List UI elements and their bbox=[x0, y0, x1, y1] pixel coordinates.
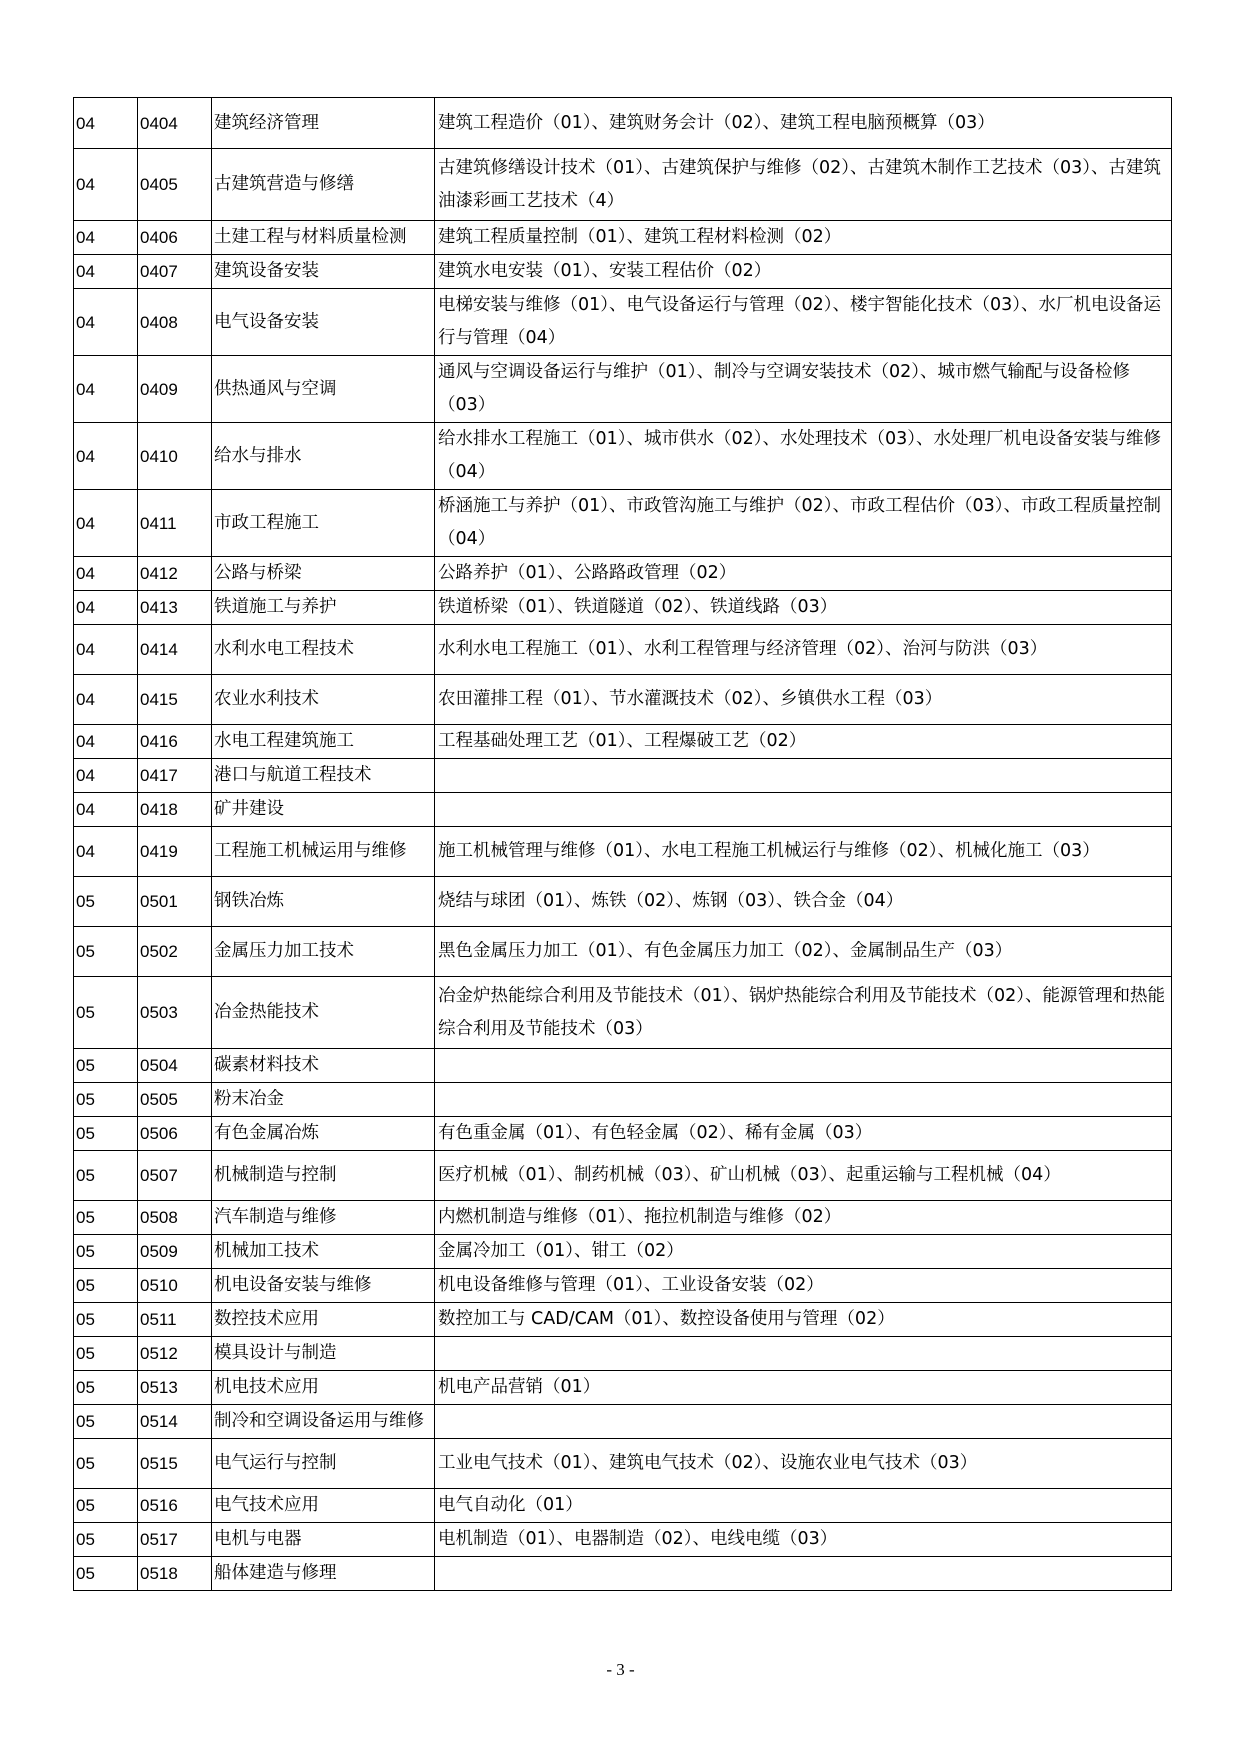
category-cell: 05 bbox=[74, 1371, 138, 1405]
name-cell: 机械制造与控制 bbox=[212, 1151, 435, 1201]
direction-cell bbox=[435, 759, 1172, 793]
name-cell: 市政工程施工 bbox=[212, 490, 435, 557]
direction-cell: 建筑水电安装（01）、安装工程估价（02） bbox=[435, 255, 1172, 289]
direction-cell: 机电设备维修与管理（01）、工业设备安装（02） bbox=[435, 1269, 1172, 1303]
table-row bbox=[74, 1083, 1172, 1117]
category-cell: 04 bbox=[74, 725, 138, 759]
code-cell: 0505 bbox=[138, 1083, 212, 1117]
table-row bbox=[74, 1117, 1172, 1151]
name-cell: 农业水利技术 bbox=[212, 675, 435, 725]
direction-cell: 医疗机械（01）、制药机械（03）、矿山机械（03）、起重运输与工程机械（04） bbox=[435, 1151, 1172, 1201]
category-cell: 05 bbox=[74, 1151, 138, 1201]
name-cell: 供热通风与空调 bbox=[212, 356, 435, 423]
table-row bbox=[74, 1523, 1172, 1557]
direction-cell bbox=[435, 1557, 1172, 1591]
name-cell: 土建工程与材料质量检测 bbox=[212, 221, 435, 255]
direction-cell: 铁道桥梁（01）、铁道隧道（02）、铁道线路（03） bbox=[435, 591, 1172, 625]
name-cell: 机电设备安装与维修 bbox=[212, 1269, 435, 1303]
table-row bbox=[74, 1489, 1172, 1523]
category-cell: 04 bbox=[74, 149, 138, 221]
direction-cell: 公路养护（01）、公路路政管理（02） bbox=[435, 557, 1172, 591]
direction-cell: 工程基础处理工艺（01）、工程爆破工艺（02） bbox=[435, 725, 1172, 759]
direction-cell bbox=[435, 1083, 1172, 1117]
direction-cell: 农田灌排工程（01）、节水灌溉技术（02）、乡镇供水工程（03） bbox=[435, 675, 1172, 725]
name-cell: 公路与桥梁 bbox=[212, 557, 435, 591]
category-cell: 05 bbox=[74, 1235, 138, 1269]
direction-cell: 通风与空调设备运行与维护（01）、制冷与空调安装技术（02）、城市燃气输配与设备检修（03） bbox=[435, 356, 1172, 423]
table-row bbox=[74, 255, 1172, 289]
code-cell: 0419 bbox=[138, 827, 212, 877]
table-row bbox=[74, 725, 1172, 759]
code-cell: 0414 bbox=[138, 625, 212, 675]
category-cell: 04 bbox=[74, 490, 138, 557]
table-row bbox=[74, 1201, 1172, 1235]
table-row bbox=[74, 1269, 1172, 1303]
code-cell: 0410 bbox=[138, 423, 212, 490]
code-cell: 0510 bbox=[138, 1269, 212, 1303]
code-cell: 0412 bbox=[138, 557, 212, 591]
code-cell: 0517 bbox=[138, 1523, 212, 1557]
code-cell: 0501 bbox=[138, 877, 212, 927]
name-cell: 碳素材料技术 bbox=[212, 1049, 435, 1083]
code-cell: 0411 bbox=[138, 490, 212, 557]
direction-cell: 黑色金属压力加工（01）、有色金属压力加工（02）、金属制品生产（03） bbox=[435, 927, 1172, 977]
direction-cell: 内燃机制造与维修（01）、拖拉机制造与维修（02） bbox=[435, 1201, 1172, 1235]
category-cell: 05 bbox=[74, 1303, 138, 1337]
table-row bbox=[74, 1371, 1172, 1405]
code-cell: 0415 bbox=[138, 675, 212, 725]
direction-cell: 桥涵施工与养护（01）、市政管沟施工与维护（02）、市政工程估价（03）、市政工程质量控制（04） bbox=[435, 490, 1172, 557]
code-cell: 0502 bbox=[138, 927, 212, 977]
name-cell: 电机与电器 bbox=[212, 1523, 435, 1557]
table-row bbox=[74, 490, 1172, 557]
direction-cell: 金属冷加工（01）、钳工（02） bbox=[435, 1235, 1172, 1269]
name-cell: 数控技术应用 bbox=[212, 1303, 435, 1337]
name-cell: 汽车制造与维修 bbox=[212, 1201, 435, 1235]
category-cell: 05 bbox=[74, 1049, 138, 1083]
category-cell: 04 bbox=[74, 289, 138, 356]
code-cell: 0404 bbox=[138, 98, 212, 149]
table-row bbox=[74, 1337, 1172, 1371]
code-cell: 0408 bbox=[138, 289, 212, 356]
code-cell: 0413 bbox=[138, 591, 212, 625]
category-cell: 05 bbox=[74, 1439, 138, 1489]
code-cell: 0512 bbox=[138, 1337, 212, 1371]
category-cell: 05 bbox=[74, 1489, 138, 1523]
direction-cell: 古建筑修缮设计技术（01）、古建筑保护与维修（02）、古建筑木制作工艺技术（03）、古建筑油漆彩画工艺技术（4） bbox=[435, 149, 1172, 221]
direction-cell bbox=[435, 793, 1172, 827]
name-cell: 给水与排水 bbox=[212, 423, 435, 490]
name-cell: 水电工程建筑施工 bbox=[212, 725, 435, 759]
direction-cell: 烧结与球团（01）、炼铁（02）、炼钢（03）、铁合金（04） bbox=[435, 877, 1172, 927]
table-row bbox=[74, 927, 1172, 977]
name-cell: 机械加工技术 bbox=[212, 1235, 435, 1269]
table-row bbox=[74, 289, 1172, 356]
direction-cell: 建筑工程造价（01）、建筑财务会计（02）、建筑工程电脑预概算（03） bbox=[435, 98, 1172, 149]
category-cell: 05 bbox=[74, 1117, 138, 1151]
specialty-table bbox=[73, 97, 1172, 1591]
code-cell: 0509 bbox=[138, 1235, 212, 1269]
category-cell: 05 bbox=[74, 877, 138, 927]
table-row bbox=[74, 759, 1172, 793]
code-cell: 0417 bbox=[138, 759, 212, 793]
category-cell: 04 bbox=[74, 591, 138, 625]
name-cell: 古建筑营造与修缮 bbox=[212, 149, 435, 221]
table-row bbox=[74, 557, 1172, 591]
direction-cell bbox=[435, 1405, 1172, 1439]
category-cell: 04 bbox=[74, 221, 138, 255]
direction-cell: 冶金炉热能综合利用及节能技术（01）、锅炉热能综合利用及节能技术（02）、能源管理和热能综合利用及节能技术（03） bbox=[435, 977, 1172, 1049]
direction-cell: 给水排水工程施工（01）、城市供水（02）、水处理技术（03）、水处理厂机电设备安装与维修（04） bbox=[435, 423, 1172, 490]
category-cell: 04 bbox=[74, 557, 138, 591]
table-row bbox=[74, 98, 1172, 149]
name-cell: 制冷和空调设备运用与维修 bbox=[212, 1405, 435, 1439]
page-number: - 3 - bbox=[606, 1660, 635, 1679]
code-cell: 0508 bbox=[138, 1201, 212, 1235]
direction-cell: 电气自动化（01） bbox=[435, 1489, 1172, 1523]
category-cell: 04 bbox=[74, 255, 138, 289]
direction-cell: 水利水电工程施工（01）、水利工程管理与经济管理（02）、治河与防洪（03） bbox=[435, 625, 1172, 675]
code-cell: 0506 bbox=[138, 1117, 212, 1151]
code-cell: 0518 bbox=[138, 1557, 212, 1591]
name-cell: 工程施工机械运用与维修 bbox=[212, 827, 435, 877]
table-row bbox=[74, 1405, 1172, 1439]
table-row bbox=[74, 356, 1172, 423]
direction-cell: 有色重金属（01）、有色轻金属（02）、稀有金属（03） bbox=[435, 1117, 1172, 1151]
code-cell: 0515 bbox=[138, 1439, 212, 1489]
category-cell: 05 bbox=[74, 1405, 138, 1439]
table-row bbox=[74, 1235, 1172, 1269]
name-cell: 水利水电工程技术 bbox=[212, 625, 435, 675]
category-cell: 04 bbox=[74, 423, 138, 490]
table-row bbox=[74, 1303, 1172, 1337]
category-cell: 04 bbox=[74, 793, 138, 827]
code-cell: 0504 bbox=[138, 1049, 212, 1083]
table-row bbox=[74, 675, 1172, 725]
category-cell: 04 bbox=[74, 675, 138, 725]
direction-cell: 施工机械管理与维修（01）、水电工程施工机械运行与维修（02）、机械化施工（03） bbox=[435, 827, 1172, 877]
name-cell: 冶金热能技术 bbox=[212, 977, 435, 1049]
code-cell: 0409 bbox=[138, 356, 212, 423]
table-row bbox=[74, 1557, 1172, 1591]
code-cell: 0503 bbox=[138, 977, 212, 1049]
table-row bbox=[74, 1151, 1172, 1201]
table-row bbox=[74, 793, 1172, 827]
category-cell: 05 bbox=[74, 1269, 138, 1303]
direction-cell bbox=[435, 1049, 1172, 1083]
category-cell: 05 bbox=[74, 1523, 138, 1557]
code-cell: 0507 bbox=[138, 1151, 212, 1201]
name-cell: 电气技术应用 bbox=[212, 1489, 435, 1523]
code-cell: 0407 bbox=[138, 255, 212, 289]
table-row bbox=[74, 221, 1172, 255]
table-row bbox=[74, 827, 1172, 877]
category-cell: 05 bbox=[74, 1201, 138, 1235]
table-row bbox=[74, 625, 1172, 675]
code-cell: 0406 bbox=[138, 221, 212, 255]
name-cell: 钢铁冶炼 bbox=[212, 877, 435, 927]
table-row bbox=[74, 977, 1172, 1049]
category-cell: 05 bbox=[74, 977, 138, 1049]
table-row bbox=[74, 423, 1172, 490]
name-cell: 有色金属冶炼 bbox=[212, 1117, 435, 1151]
direction-cell: 电梯安装与维修（01）、电气设备运行与管理（02）、楼宇智能化技术（03）、水厂机电设备运行与管理（04） bbox=[435, 289, 1172, 356]
category-cell: 04 bbox=[74, 98, 138, 149]
category-cell: 05 bbox=[74, 927, 138, 977]
direction-cell bbox=[435, 1337, 1172, 1371]
name-cell: 电气设备安装 bbox=[212, 289, 435, 356]
name-cell: 矿井建设 bbox=[212, 793, 435, 827]
direction-cell: 建筑工程质量控制（01）、建筑工程材料检测（02） bbox=[435, 221, 1172, 255]
table-row bbox=[74, 877, 1172, 927]
category-cell: 05 bbox=[74, 1083, 138, 1117]
code-cell: 0514 bbox=[138, 1405, 212, 1439]
direction-cell: 机电产品营销（01） bbox=[435, 1371, 1172, 1405]
name-cell: 电气运行与控制 bbox=[212, 1439, 435, 1489]
category-cell: 04 bbox=[74, 759, 138, 793]
name-cell: 机电技术应用 bbox=[212, 1371, 435, 1405]
table-row bbox=[74, 1049, 1172, 1083]
code-cell: 0418 bbox=[138, 793, 212, 827]
name-cell: 模具设计与制造 bbox=[212, 1337, 435, 1371]
name-cell: 港口与航道工程技术 bbox=[212, 759, 435, 793]
name-cell: 金属压力加工技术 bbox=[212, 927, 435, 977]
name-cell: 粉末冶金 bbox=[212, 1083, 435, 1117]
code-cell: 0405 bbox=[138, 149, 212, 221]
code-cell: 0513 bbox=[138, 1371, 212, 1405]
category-cell: 05 bbox=[74, 1337, 138, 1371]
table-row bbox=[74, 149, 1172, 221]
direction-cell: 工业电气技术（01）、建筑电气技术（02）、设施农业电气技术（03） bbox=[435, 1439, 1172, 1489]
code-cell: 0511 bbox=[138, 1303, 212, 1337]
table-row bbox=[74, 1439, 1172, 1489]
category-cell: 04 bbox=[74, 625, 138, 675]
name-cell: 船体建造与修理 bbox=[212, 1557, 435, 1591]
code-cell: 0416 bbox=[138, 725, 212, 759]
direction-cell: 电机制造（01）、电器制造（02）、电线电缆（03） bbox=[435, 1523, 1172, 1557]
name-cell: 建筑经济管理 bbox=[212, 98, 435, 149]
table-body bbox=[74, 98, 1172, 1591]
category-cell: 05 bbox=[74, 1557, 138, 1591]
table-row bbox=[74, 591, 1172, 625]
category-cell: 04 bbox=[74, 827, 138, 877]
direction-cell: 数控加工与 CAD/CAM（01）、数控设备使用与管理（02） bbox=[435, 1303, 1172, 1337]
category-cell: 04 bbox=[74, 356, 138, 423]
name-cell: 铁道施工与养护 bbox=[212, 591, 435, 625]
code-cell: 0516 bbox=[138, 1489, 212, 1523]
name-cell: 建筑设备安装 bbox=[212, 255, 435, 289]
